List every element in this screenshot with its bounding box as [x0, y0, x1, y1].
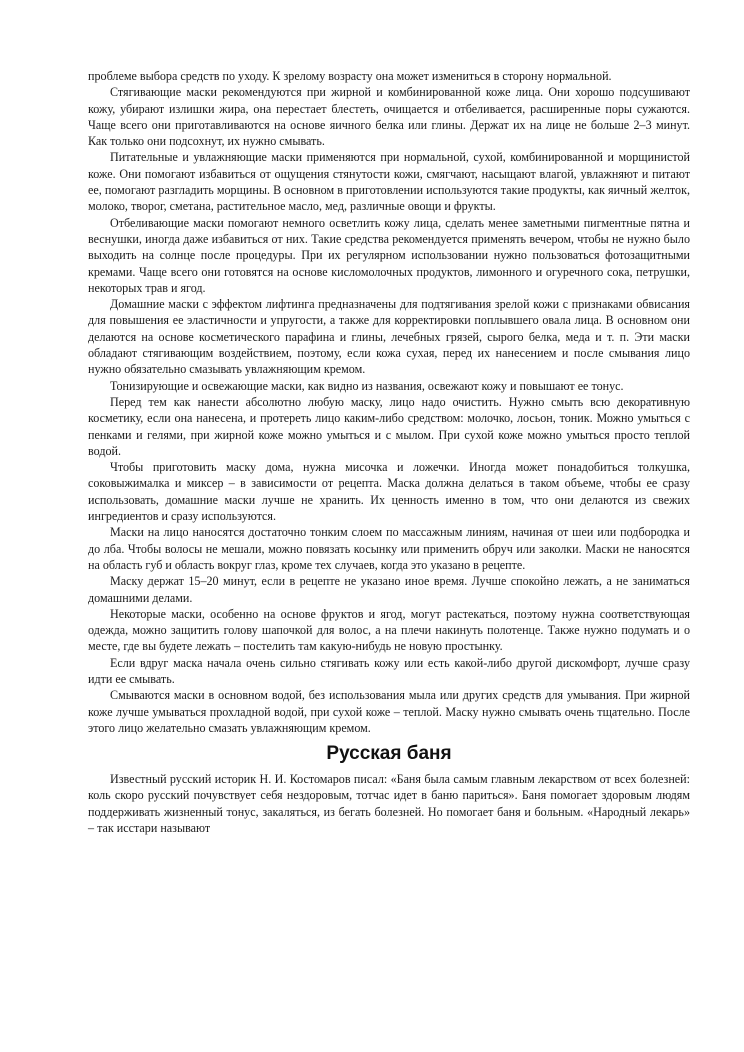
paragraph-toning-masks: Тонизирующие и освежающие маски, как видно из названия, освежают кожу и повышают ее тонус. [110, 378, 624, 393]
paragraph-cleansing: Перед тем как нанести абсолютно любую маску, лицо надо очистить. Нужно смыть всю декоративную косметику, если она нанесена, и протереть лицо каким-либо средством: молочко, лосьон, тоник. Можно умыться с пенками и гелями, при жирной коже можно умыться и с мылом. При сухой коже можно умыться просто теплой водой. [88, 394, 690, 458]
paragraph-lifting-masks: Домашние маски с эффектом лифтинга предназначены для подтягивания зрелой кожи с признаками обвисания для повышения ее эластичности и упругости, а также для корректировки поплывшего овала лица. В основном они делаются на основе косметического парафина и глины, лечебных грязей, сырого белка, меда и т. п. Эти маски обладают стягивающим воздействием, поэтому, если кожа сухая, перед их нанесением и после смывания лицо нужно обязательно смазывать увлажняющим кремом. [88, 297, 690, 377]
paragraph-clothing: Некоторые маски, особенно на основе фруктов и ягод, могут растекаться, поэтому нужна соответствующая одежда, можно защитить голову шапочкой для волос, а на плечи накинуть полотенце. Также нужно подумать и о месте, где вы будете лежать – постелить там какую-нибудь не новую простынку. [88, 606, 690, 654]
document-page [88, 68, 690, 836]
paragraph-whitening-masks: Отбеливающие маски помогают немного осветлить кожу лица, сделать менее заметными пигментные пятна и веснушки, иногда даже избавиться от них. Такие средства рекомендуется применять вечером, чтобы не нужно было выходить на солнце после процедуры. При их регулярном использовании нужно пользоваться фотозащитными кремами. Чаще всего они готовятся на основе кисломолочных продуктов, лимонного и огуречного сока, петрушки, некоторых трав и ягод. [88, 215, 690, 295]
paragraph-rinsing: Смываются маски в основном водой, без использования мыла или других средств для умывания. При жирной коже лучше умываться прохладной водой, при сухой коже – теплой. Маску нужно смывать очень тщательно. После этого лицо желательно смазать увлажняющим кремом. [88, 688, 690, 735]
paragraph-continuation: проблеме выбора средств по уходу. К зрелому возрасту она может измениться в сторону нормальной. [88, 69, 612, 83]
paragraph-nourishing-masks: Питательные и увлажняющие маски применяются при нормальной, сухой, комбинированной и морщинистой коже. Они помогают избавиться от ощущения стянутости кожи, смягчают, насыщают влагой, увлажняют и питают ее, помогают разгладить морщины. В основном в приготовлении используются такие продукты, как яичный желток, молоко, творог, сметана, растительное масло, мед, различные овощи и фрукты. [88, 150, 690, 214]
paragraph-preparation: Чтобы приготовить маску дома, нужна мисочка и ложечки. Иногда может понадобиться толкушка, соковыжималка и миксер – в зависимости от рецепта. Маска должна делаться в таком объеме, чтобы ее сразу использовать, домашние маски лучше не хранить. Их ценность именно в том, что они делаются из свежих ингредиентов и сразу используются. [88, 460, 690, 524]
paragraph-duration: Маску держат 15–20 минут, если в рецепте не указано иное время. Лучше спокойно лежать, а не заниматься домашними делами. [88, 574, 690, 605]
paragraph-discomfort: Если вдруг маска начала очень сильно стягивать кожу или есть какой-либо другой дискомфорт, лучше сразу идти ее смывать. [88, 655, 690, 686]
paragraph-tightening-masks: Стягивающие маски рекомендуются при жирной и комбинированной коже лица. Они хорошо подсушивают кожу, убирают излишки жира, она перестает блестеть, очищается и отбеливается, расширенные поры сужаются. Чаще всего они приготавливаются на основе яичного белка или глины. Держат их на лице не больше 2–3 минут. Как только они подсохнут, их нужно смывать. [88, 85, 690, 149]
section-heading: Русская баня [326, 743, 452, 765]
paragraph-banya-intro: Известный русский историк Н. И. Костомаров писал: «Баня была самым главным лекарством от всех болезней: коль скоро русский почувствует себя нездоровым, тотчас идет в баню париться». Баня помогает здоровым людям поддерживать жизненный тонус, закаляться, из бегать болезней. Но помогает баня и больным. «Народный лекарь» – так исстари называют [88, 772, 690, 836]
paragraph-application: Маски на лицо наносятся достаточно тонким слоем по массажным линиям, начиная от шеи или подбородка и до лба. Чтобы волосы не мешали, можно повязать косынку или применить обруч или заколки. Маски не наносятся на область губ и область вокруг глаз, кроме тех случаев, когда это указано в рецепте. [88, 525, 690, 572]
